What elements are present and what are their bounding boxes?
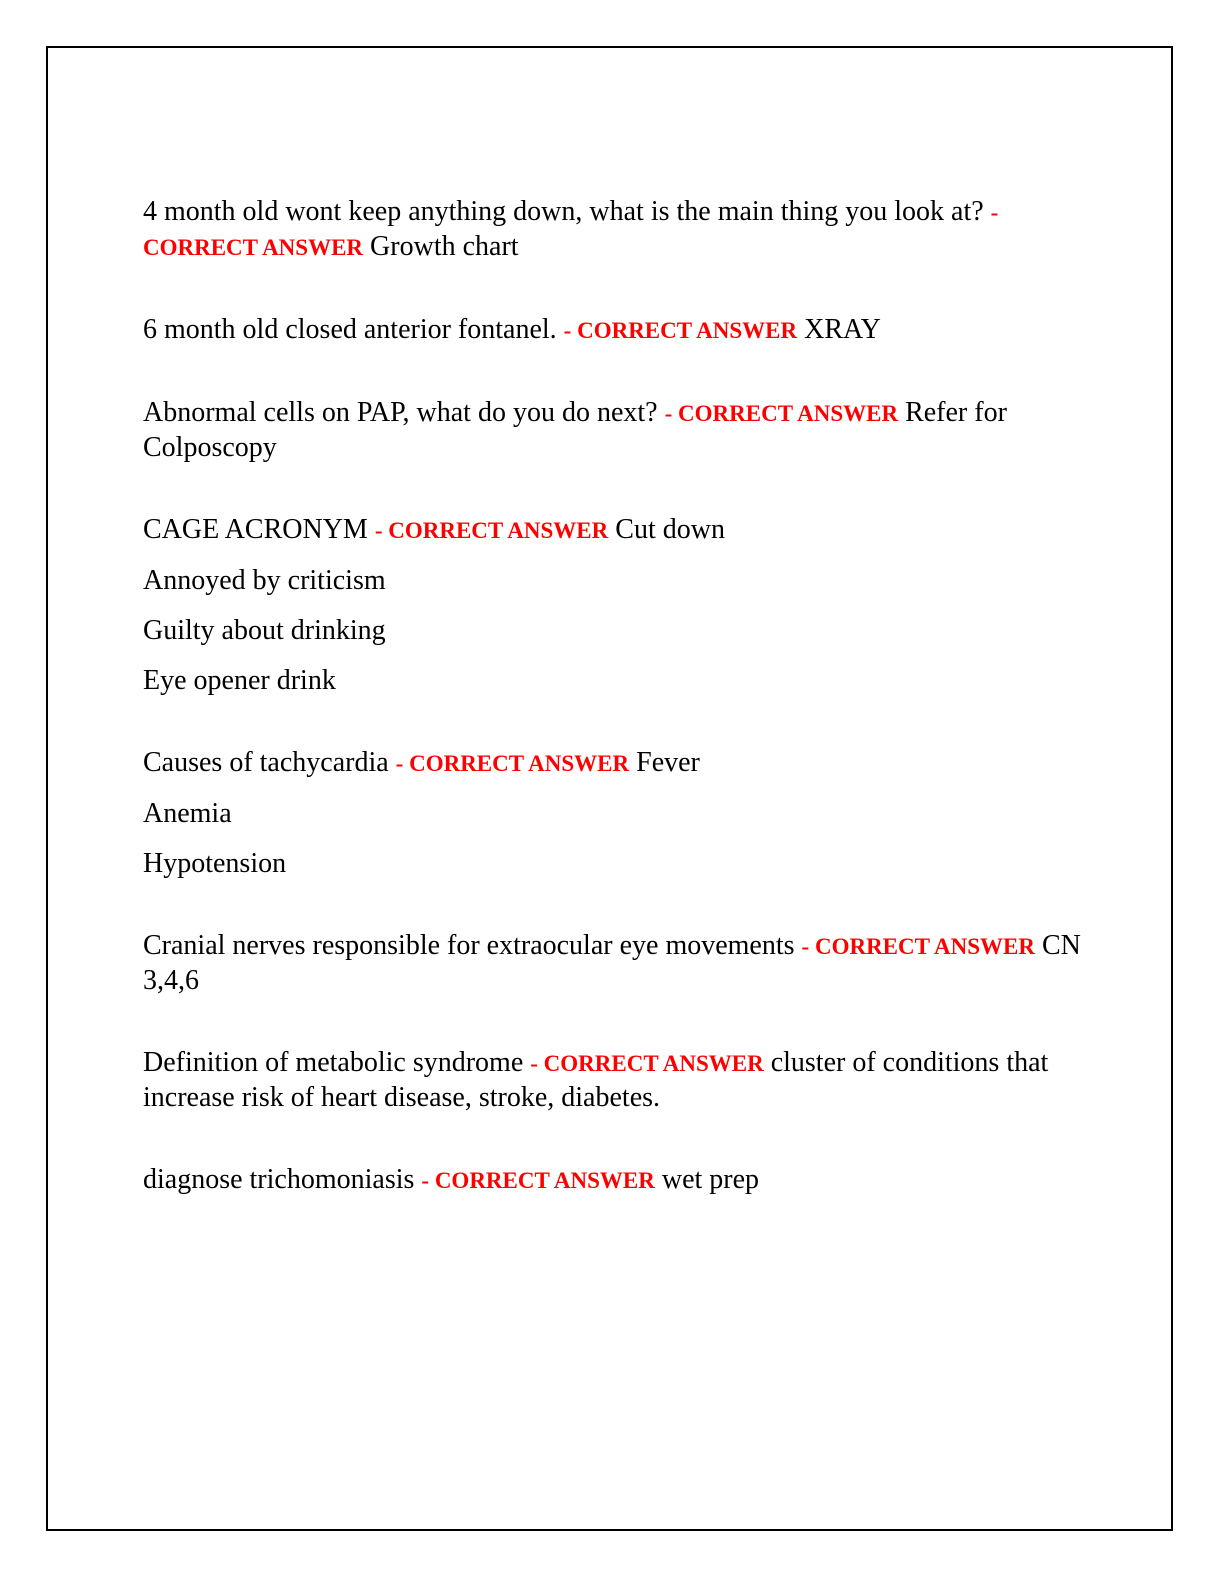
correct-answer-marker: - CORRECT ANSWER	[143, 200, 999, 260]
qa-line	[143, 1046, 1083, 1115]
question-text: diagnose trichomoniasis	[143, 1164, 422, 1195]
correct-answer-marker: - CORRECT ANSWER	[801, 934, 1035, 959]
answer-text: wet prep	[654, 1164, 760, 1195]
qa-line	[143, 929, 1083, 998]
extra-line-text: Eye opener drink	[143, 665, 336, 696]
answer-text: Cut down	[608, 514, 725, 545]
qa-block	[143, 746, 1083, 881]
qa-extra-line	[143, 614, 1083, 648]
qa-line	[143, 195, 1083, 265]
correct-answer-marker: - CORRECT ANSWER	[664, 401, 899, 426]
extra-line-text: Guilty about drinking	[143, 615, 386, 646]
answer-text: XRAY	[797, 314, 881, 345]
qa-extra-line	[143, 664, 1083, 698]
qa-block	[143, 313, 1083, 348]
qa-block	[143, 396, 1083, 465]
correct-answer-marker: - CORRECT ANSWER	[374, 518, 609, 543]
page	[46, 46, 1173, 1531]
correct-answer-marker: - CORRECT ANSWER	[563, 318, 798, 343]
qa-line	[143, 746, 1083, 781]
extra-line-text: Hypotension	[143, 848, 287, 879]
question-text: CAGE ACRONYM	[143, 514, 375, 545]
extra-line-text: Anemia	[143, 798, 232, 829]
answer-text: Growth chart	[363, 231, 519, 262]
qa-line	[143, 313, 1083, 348]
question-text: 6 month old closed anterior fontanel.	[143, 314, 564, 345]
question-text: 4 month old wont keep anything down, what is the main thing you look at?	[143, 196, 991, 227]
extra-line-text: Annoyed by criticism	[143, 565, 386, 596]
question-text: Definition of metabolic syndrome	[143, 1047, 531, 1078]
question-text: Causes of tachycardia	[143, 747, 396, 778]
question-text: Cranial nerves responsible for extraocular eye movements	[143, 930, 802, 961]
qa-line	[143, 1163, 1083, 1198]
page-content	[48, 48, 1171, 1198]
qa-extra-line	[143, 564, 1083, 598]
qa-line	[143, 513, 1083, 548]
answer-text: Refer for Colposcopy	[143, 397, 1007, 463]
qa-block	[143, 513, 1083, 698]
correct-answer-marker: - CORRECT ANSWER	[530, 1051, 764, 1076]
qa-line	[143, 396, 1083, 465]
qa-block	[143, 195, 1083, 265]
qa-block	[143, 1163, 1083, 1198]
answer-text: CN 3,4,6	[143, 930, 1081, 996]
answer-text: cluster of conditions that increase risk of heart disease, stroke, diabetes.	[143, 1047, 1049, 1113]
correct-answer-marker: - CORRECT ANSWER	[421, 1168, 655, 1193]
qa-extra-line	[143, 847, 1083, 881]
question-text: Abnormal cells on PAP, what do you do next?	[143, 397, 665, 428]
qa-block	[143, 1046, 1083, 1115]
qa-extra-line	[143, 797, 1083, 831]
answer-text: Fever	[629, 747, 700, 778]
qa-block	[143, 929, 1083, 998]
correct-answer-marker: - CORRECT ANSWER	[395, 751, 630, 776]
